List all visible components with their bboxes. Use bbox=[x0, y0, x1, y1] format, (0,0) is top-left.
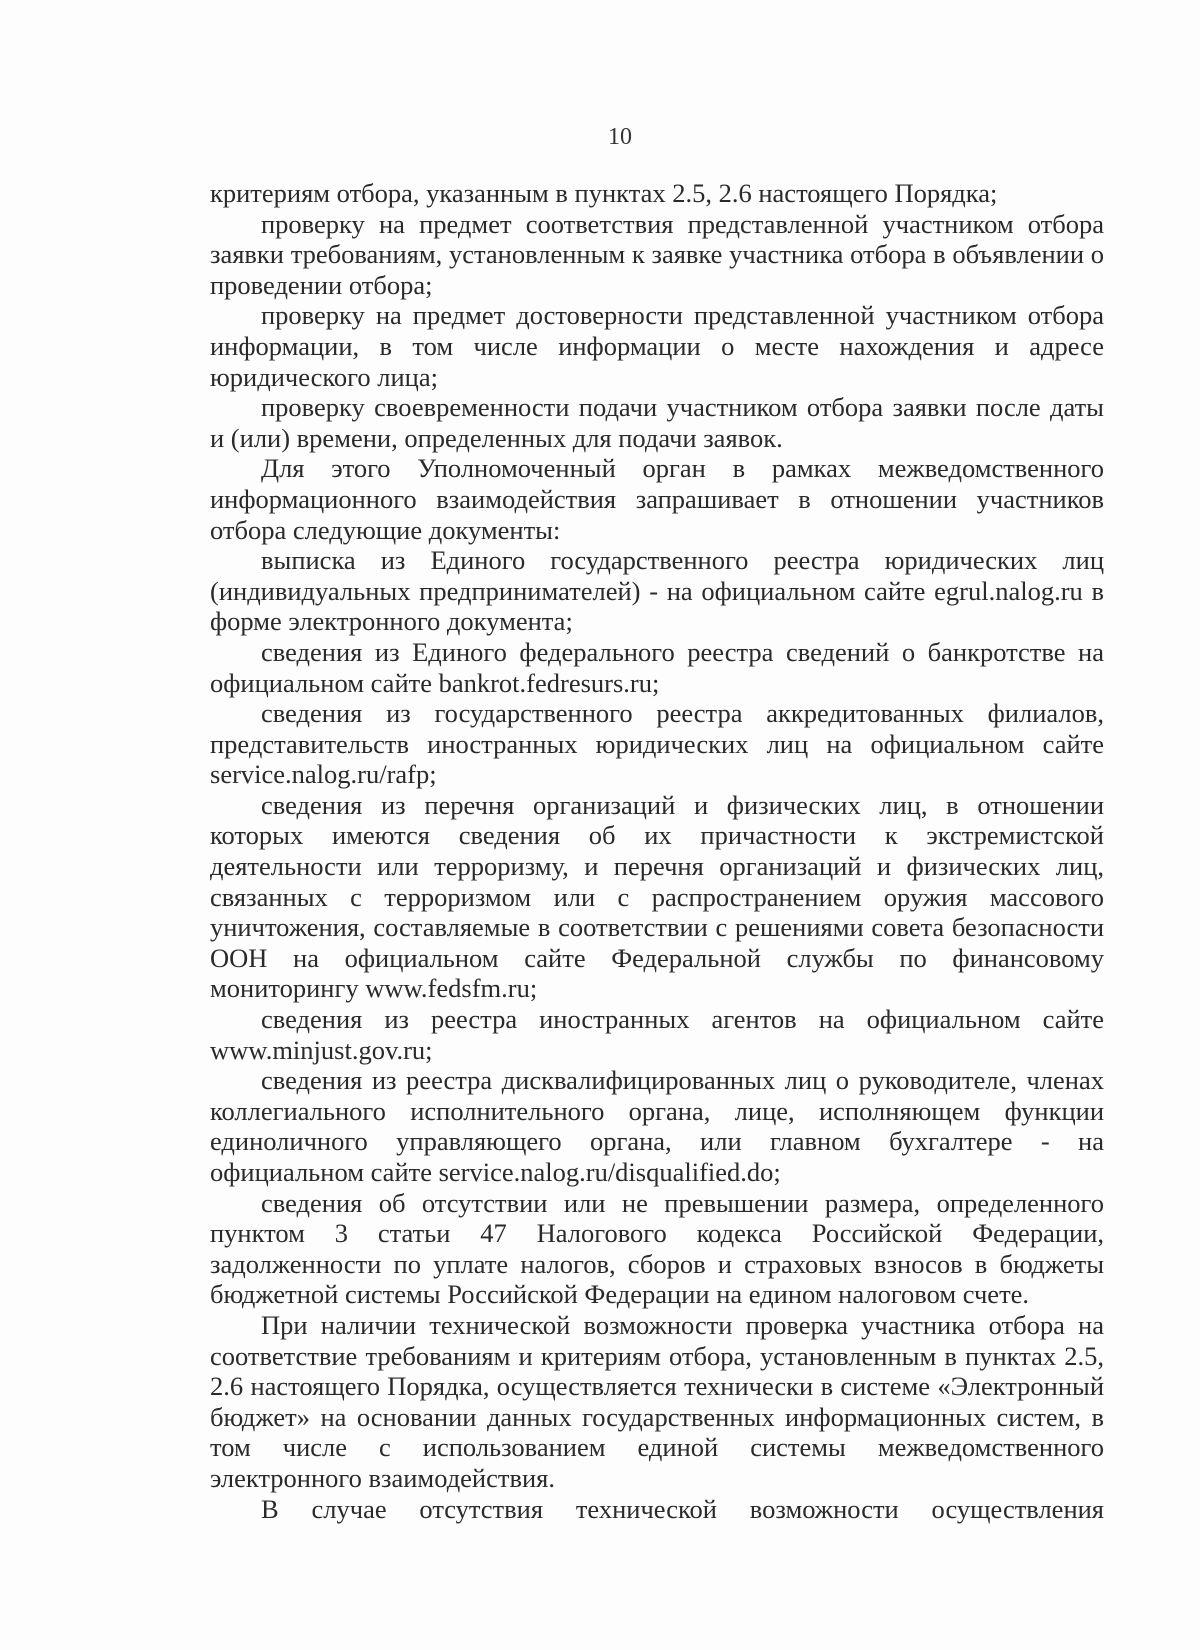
paragraph: Для этого Уполномоченный орган в рамках межведомственного информационного взаимодействия запрашивает в отношении участников отбора следующие документы: bbox=[210, 453, 1104, 545]
paragraph: проверку своевременности подачи участником отбора заявки после даты и (или) времени, определенных для подачи заявок. bbox=[210, 392, 1104, 453]
paragraph: выписка из Единого государственного реестра юридических лиц (индивидуальных предпринимателей) - на официальном сайте egrul.nalog.ru в форме электронного документа; bbox=[210, 545, 1104, 637]
paragraph: сведения об отсутствии или не превышении размера, определенного пунктом 3 статьи 47 Налогового кодекса Российской Федерации, задолженности по уплате налогов, сборов и страховых взносов в бюджеты бюджетной системы Российской Федерации на едином налоговом счете. bbox=[210, 1187, 1104, 1310]
page-number: 10 bbox=[608, 124, 632, 150]
paragraph: сведения из реестра дисквалифицированных лиц о руководителе, членах коллегиального исполнительного органа, лице, исполняющем функции единоличного управляющего органа, или главном бухгалтере - на официальном сайте service.nalog.ru/disqualified.do; bbox=[210, 1065, 1104, 1187]
paragraph: проверку на предмет достоверности представленной участником отбора информации, в том числе информации о месте нахождения и адресе юридического лица; bbox=[210, 300, 1104, 392]
paragraph: критериям отбора, указанным в пунктах 2.5, 2.6 настоящего Порядка; bbox=[210, 178, 998, 208]
paragraph: сведения из перечня организаций и физических лиц, в отношении которых имеются сведения об их причастности к экстремистской деятельности или терроризму, и перечня организаций и физических лиц, связанных с терроризмом или с распространением оружия массового уничтожения, составляемые в соответствии с решениями совета безопасности ООН на официальном сайте Федеральной службы по финансовому мониторингу www.fedsfm.ru; bbox=[210, 789, 1104, 1004]
paragraph: сведения из государственного реестра аккредитованных филиалов, представительств иностранных юридических лиц на официальном сайте service.nalog.ru/rafp; bbox=[210, 698, 1104, 790]
paragraph: При наличии технической возможности проверка участника отбора на соответствие требованиям и критериям отбора, установленным в пунктах 2.5, 2.6 настоящего Порядка, осуществляется технически в системе «Электронный бюджет» на основании данных государственных информационных систем, в том числе с использованием единой системы межведомственного электронного взаимодействия. bbox=[210, 1309, 1104, 1493]
paragraph: В случае отсутствия технической возможности осуществления bbox=[261, 1493, 1104, 1524]
paragraph: сведения из реестра иностранных агентов на официальном сайте www.minjust.gov.ru; bbox=[210, 1004, 1104, 1065]
paragraph: проверку на предмет соответствия представленной участником отбора заявки требованиям, установленным к заявке участника отбора в объявлении о проведении отбора; bbox=[210, 208, 1104, 300]
paragraph: сведения из Единого федерального реестра сведений о банкротстве на официальном сайте bankrot.fedresurs.ru; bbox=[210, 636, 1104, 698]
document-body bbox=[210, 178, 1104, 1524]
